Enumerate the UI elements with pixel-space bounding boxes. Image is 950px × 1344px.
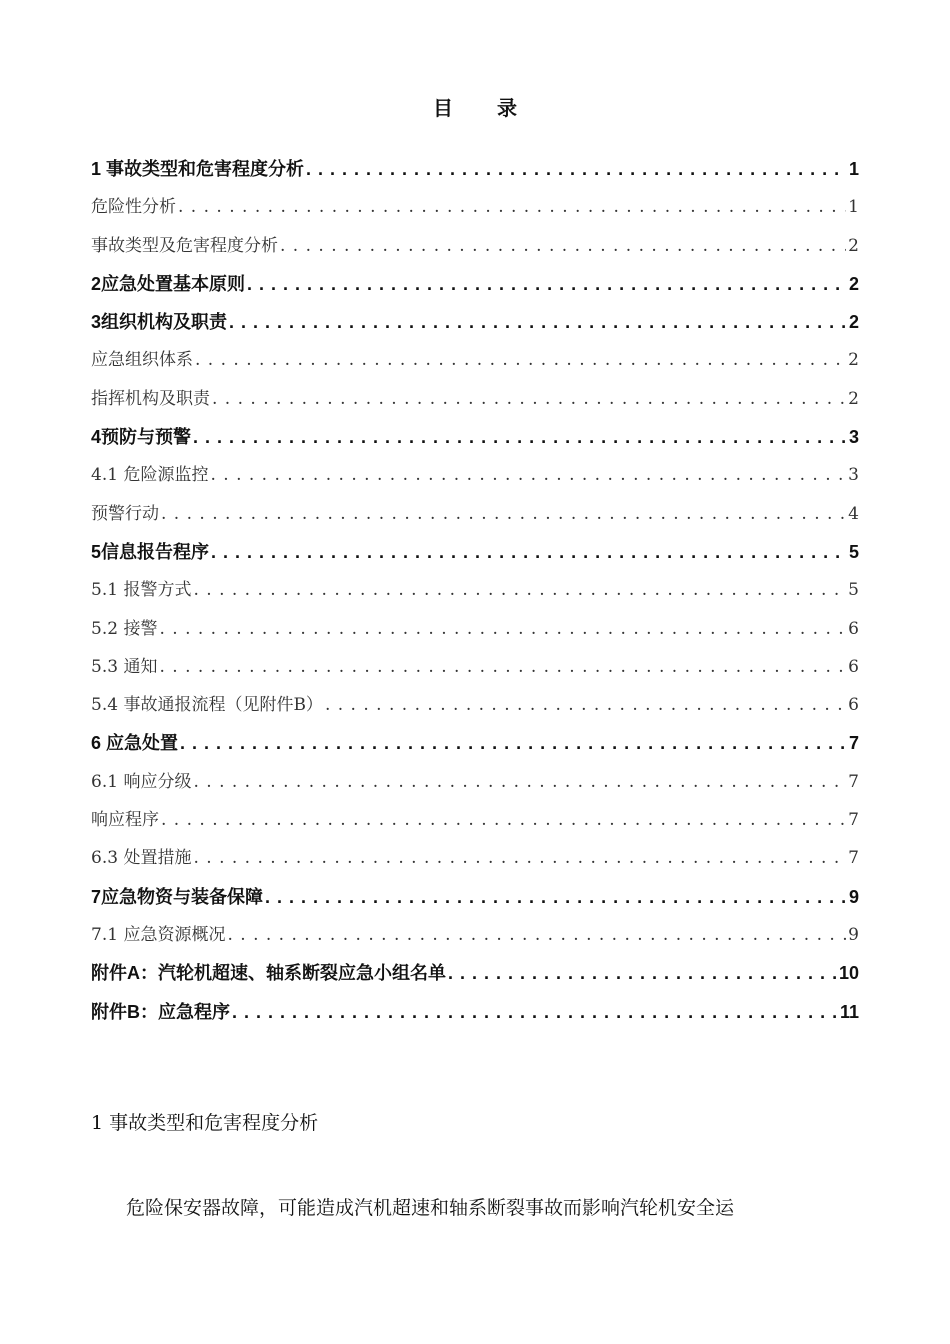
toc-leader-dots: [159, 648, 846, 686]
toc-entry-page: 3: [848, 465, 859, 486]
toc-entry-label: 5.4 事故通报流程（见附件B）: [91, 695, 323, 716]
toc-entry[interactable]: [91, 648, 859, 686]
toc-entry-page: 2: [848, 350, 859, 371]
toc-leader-dots: [178, 188, 846, 226]
toc-entry[interactable]: [91, 610, 859, 648]
toc-entry-label: 附件A：汽轮机超速、轴系断裂应急小组名单: [91, 963, 446, 984]
toc-entry-page: 2: [848, 235, 859, 256]
toc-leader-dots: [210, 456, 846, 494]
toc-entry[interactable]: [91, 686, 859, 724]
toc-entry-label: 5.3 通知: [91, 656, 158, 677]
toc-entry-page: 4: [848, 503, 859, 524]
toc-entry-label: 5.1 报警方式: [91, 580, 192, 601]
toc-leader-dots: [280, 227, 846, 265]
toc-entry-page: 7: [848, 771, 859, 792]
toc-leader-dots: [180, 724, 847, 762]
toc-entry-label: 1 事故类型和危害程度分析: [91, 159, 305, 179]
toc-entry[interactable]: [91, 227, 859, 265]
toc-entry[interactable]: [91, 265, 859, 303]
toc-leader-dots: [247, 265, 847, 303]
toc-entry-page: 3: [848, 427, 859, 448]
toc-leader-dots: [227, 916, 846, 954]
toc-entry-page: 7: [848, 810, 859, 831]
toc-entry-label: 6.1 响应分级: [91, 771, 192, 792]
toc-entry[interactable]: [91, 571, 859, 609]
toc-entry-label: 预警行动: [91, 503, 159, 524]
toc-entry-label: 附件B：应急程序: [91, 1001, 230, 1022]
toc-entry[interactable]: [91, 839, 859, 877]
toc-entry-label: 3组织机构及职责: [91, 312, 228, 333]
toc-leader-dots: [161, 801, 846, 839]
toc-entry-label: 指挥机构及职责: [91, 388, 210, 409]
toc-entry-label: 6 应急处置: [91, 733, 179, 754]
toc-entry-page: 5: [848, 541, 859, 562]
toc-entry[interactable]: [91, 954, 859, 992]
toc-leader-dots: [195, 341, 846, 379]
toc-entry-label: 危险性分析: [91, 197, 176, 218]
toc-entry[interactable]: [91, 418, 859, 456]
toc-entry-label: 事故类型及危害程度分析: [91, 235, 278, 256]
toc-entry-page: 2: [848, 273, 859, 294]
toc-entry-page: 9: [848, 886, 859, 907]
toc-leader-dots: [161, 495, 846, 533]
toc-entry-page: 1: [848, 159, 859, 179]
table-of-contents: [91, 150, 859, 1031]
toc-entry[interactable]: [91, 916, 859, 954]
toc-entry-label: 7应急物资与装备保障: [91, 886, 264, 907]
toc-title: [0, 92, 950, 121]
toc-title-char-2: 录: [497, 96, 517, 120]
toc-entry-page: 1: [848, 197, 859, 218]
toc-entry-page: 2: [848, 388, 859, 409]
toc-entry[interactable]: [91, 724, 859, 762]
toc-entry-page: 11: [839, 1001, 859, 1022]
toc-entry-label: 响应程序: [91, 810, 159, 831]
toc-leader-dots: [193, 763, 846, 801]
toc-entry[interactable]: [91, 380, 859, 418]
body-paragraph: 危险保安器故障，可能造成汽机超速和轴系断裂事故而影响汽轮机安全运: [126, 1197, 735, 1219]
toc-title-char-1: 目: [433, 96, 453, 120]
toc-entry-label: 4.1 危险源监控: [91, 465, 209, 486]
toc-entry-label: 6.3 处置措施: [91, 848, 192, 869]
toc-entry[interactable]: [91, 878, 859, 916]
toc-entry[interactable]: [91, 150, 859, 188]
toc-leader-dots: [211, 533, 847, 571]
toc-entry[interactable]: [91, 495, 859, 533]
toc-leader-dots: [229, 303, 847, 341]
toc-leader-dots: [306, 150, 847, 188]
toc-entry-page: 6: [848, 695, 859, 716]
toc-entry-page: 5: [848, 580, 859, 601]
toc-entry-label: 应急组织体系: [91, 350, 193, 371]
toc-entry[interactable]: [91, 303, 859, 341]
toc-entry-label: 4预防与预警: [91, 427, 192, 448]
toc-entry-page: 9: [848, 924, 859, 945]
section-heading: 1 事故类型和危害程度分析: [91, 1112, 319, 1134]
toc-entry-label: 5.2 接警: [91, 618, 158, 639]
toc-leader-dots: [193, 571, 846, 609]
toc-leader-dots: [232, 993, 838, 1031]
toc-entry[interactable]: [91, 188, 859, 226]
toc-entry-label: 2应急处置基本原则: [91, 273, 246, 294]
toc-entry[interactable]: [91, 763, 859, 801]
toc-entry-page: 6: [848, 618, 859, 639]
toc-entry[interactable]: [91, 993, 859, 1031]
toc-entry-page: 7: [848, 848, 859, 869]
toc-entry[interactable]: [91, 456, 859, 494]
toc-entry[interactable]: [91, 341, 859, 379]
toc-entry-page: 6: [848, 656, 859, 677]
toc-leader-dots: [193, 839, 846, 877]
toc-entry-label: 5信息报告程序: [91, 541, 210, 562]
toc-entry-page: 2: [848, 312, 859, 333]
toc-leader-dots: [193, 418, 847, 456]
toc-entry-page: 7: [848, 733, 859, 754]
toc-entry[interactable]: [91, 801, 859, 839]
toc-leader-dots: [448, 954, 837, 992]
toc-entry-page: 10: [838, 963, 859, 984]
toc-entry-label: 7.1 应急资源概况: [91, 924, 226, 945]
toc-entry[interactable]: [91, 533, 859, 571]
toc-leader-dots: [212, 380, 846, 418]
toc-leader-dots: [159, 610, 846, 648]
toc-leader-dots: [265, 878, 847, 916]
toc-leader-dots: [325, 686, 846, 724]
